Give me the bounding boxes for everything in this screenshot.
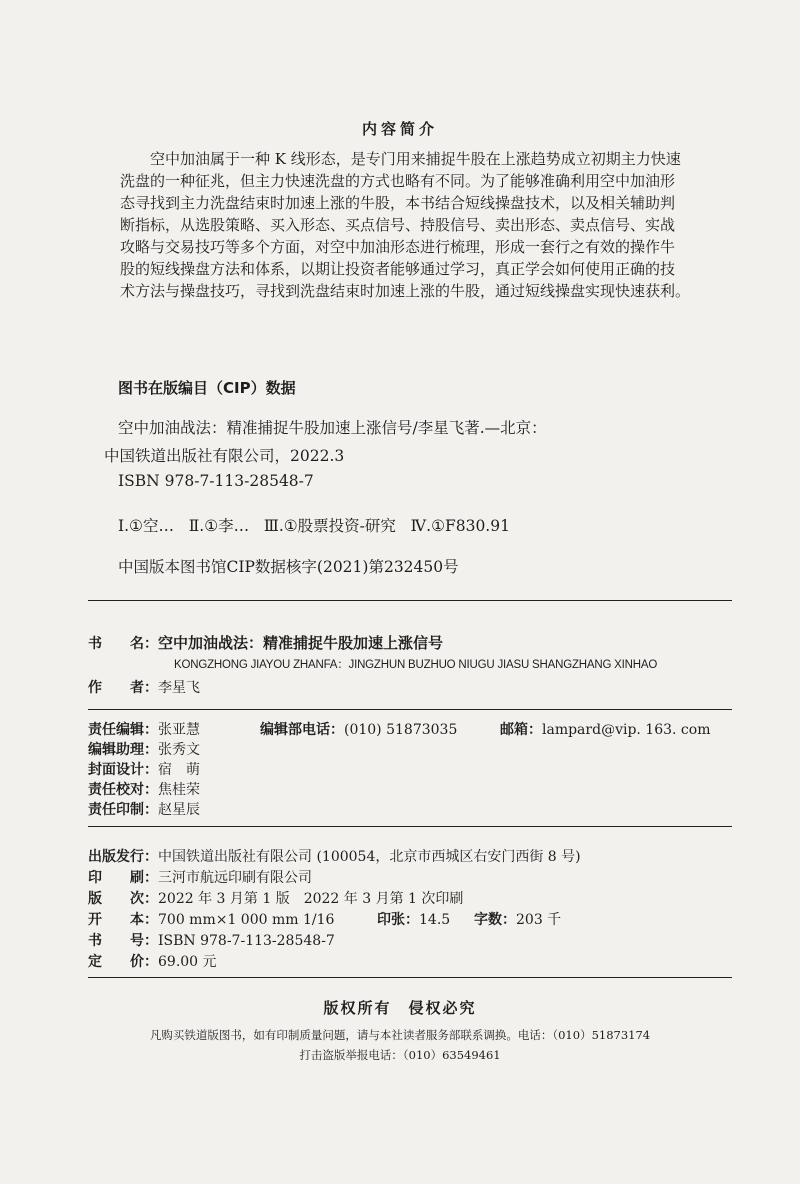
author-label: 作 者： [88,680,158,696]
price-value: 69.00 元 [158,954,217,970]
book-number-row [88,930,335,950]
printer-label: 印 刷： [88,870,158,886]
book-name-row [88,632,443,653]
edition-row [88,888,463,908]
divider [88,709,732,710]
edition-label: 版 次： [88,891,158,907]
email-row [500,719,710,739]
format-label: 开 本： [88,912,158,928]
divider [88,826,732,827]
proofreader-row [88,779,200,799]
proofreader-label: 责任校对： [88,782,158,798]
cip-line-title: 空中加油战法：精准捕捉牛股加速上涨信号/李星飞著.—北京： [118,419,547,437]
words-label: 字数： [474,912,516,928]
publisher-info: 中国铁道出版社有限公司 (100054，北京市西城区右安门西街 8 号) [158,849,581,865]
price-row [88,951,217,971]
price-label: 定 价： [88,954,158,970]
cover-designer: 宿 萌 [158,762,200,778]
intro-paragraph-line: 洗盘的一种征兆，但主力快速洗盘的方式也略有不同。为了能够准确利用空中加油形 [120,172,676,190]
intro-paragraph-line: 断指标，从选股策略、买入形态、买点信号、持股信号、卖出形态、卖点信号、实战 [120,216,676,234]
printer-row [88,867,312,887]
intro-paragraph-line: 股的短线操盘方法和体系，以期让投资者能够通过学习，真正学会如何使用正确的技 [120,260,676,278]
book-number-label: 书 号： [88,933,158,949]
book-name: 空中加油战法：精准捕捉牛股加速上涨信号 [158,634,444,652]
intro-paragraph-line: 术方法与操盘技巧，寻找到洗盘结束时加速上涨的牛股，通过短线操盘实现快速获利。 [120,282,691,300]
cip-line-publisher: 中国铁道出版社有限公司，2022.3 [104,447,345,465]
publisher-row [88,846,581,866]
intro-paragraph-line: 攻略与交易技巧等多个方面，对空中加油形态进行梳理，形成一套行之有效的操作牛 [120,238,676,256]
book-number: ISBN 978-7-113-28548-7 [158,933,335,949]
print-manager-row [88,799,200,819]
intro-title: 内容简介 [361,120,438,138]
words-count: 203 千 [516,912,562,928]
proofreader-name: 焦桂荣 [158,782,200,798]
cover-design-label: 封面设计： [88,762,158,778]
cip-isbn: ISBN 978-7-113-28548-7 [118,472,314,490]
book-name-pinyin: KONGZHONG JIAYOU ZHANFA：JINGZHUN BUZHUO NIUGU JIASU SHANGZHANG XINHAO [174,659,658,671]
editorial-phone-label: 编辑部电话： [260,722,344,738]
intro-paragraph-line: 空中加油属于一种 K 线形态，是专门用来捕捉牛股在上涨趋势成立初期主力快速 [150,150,681,168]
email-label: 邮箱： [500,722,542,738]
editor-label: 责任编辑： [88,722,158,738]
author-row [88,677,200,697]
printer-name: 三河市航远印刷有限公司 [158,870,312,886]
cover-design-row [88,759,200,779]
email-address: lampard@vip. 163. com [542,722,711,738]
publisher-label: 出版发行： [88,849,158,865]
anti-piracy-hotline: 打击盗版举报电话：（010）63549461 [299,1048,501,1062]
cip-approval-number: 中国版本图书馆CIP数据核字(2021)第232450号 [118,558,459,576]
print-manager-name: 赵星辰 [158,802,200,818]
assistant-row [88,739,200,759]
format-row [88,909,334,929]
editor-name: 张亚慧 [158,722,200,738]
copyright-notice: 版权所有 侵权必究 [323,999,477,1017]
cip-classification: Ⅰ.①空… Ⅱ.①李… Ⅲ.①股票投资-研究 Ⅳ.①F830.91 [118,517,510,535]
cip-title: 图书在版编目（CIP）数据 [118,379,296,397]
author-name: 李星飞 [158,680,200,696]
editorial-phone-row [260,719,457,739]
book-name-label: 书 名： [88,636,158,652]
assistant-label: 编辑助理： [88,742,158,758]
quality-notice: 凡购买铁道版图书，如有印制质量问题，请与本社读者服务部联系调换。电话：（010）51873174 [149,1028,651,1042]
divider [88,600,732,601]
sheets-row [377,909,450,929]
intro-paragraph-line: 态寻找到主力洗盘结束时加速上涨的牛股，本书结合短线操盘技术，以及相关辅助判 [120,194,676,212]
editor-row [88,719,200,739]
sheets-count: 14.5 [419,912,451,928]
sheets-label: 印张： [377,912,419,928]
words-row [474,909,561,929]
divider [88,977,732,978]
format-size: 700 mm×1 000 mm 1/16 [158,912,335,928]
editorial-phone: (010) 51873035 [344,722,458,738]
assistant-name: 张秀文 [158,742,200,758]
print-manager-label: 责任印制： [88,802,158,818]
edition-info: 2022 年 3 月第 1 版 2022 年 3 月第 1 次印刷 [158,891,464,907]
